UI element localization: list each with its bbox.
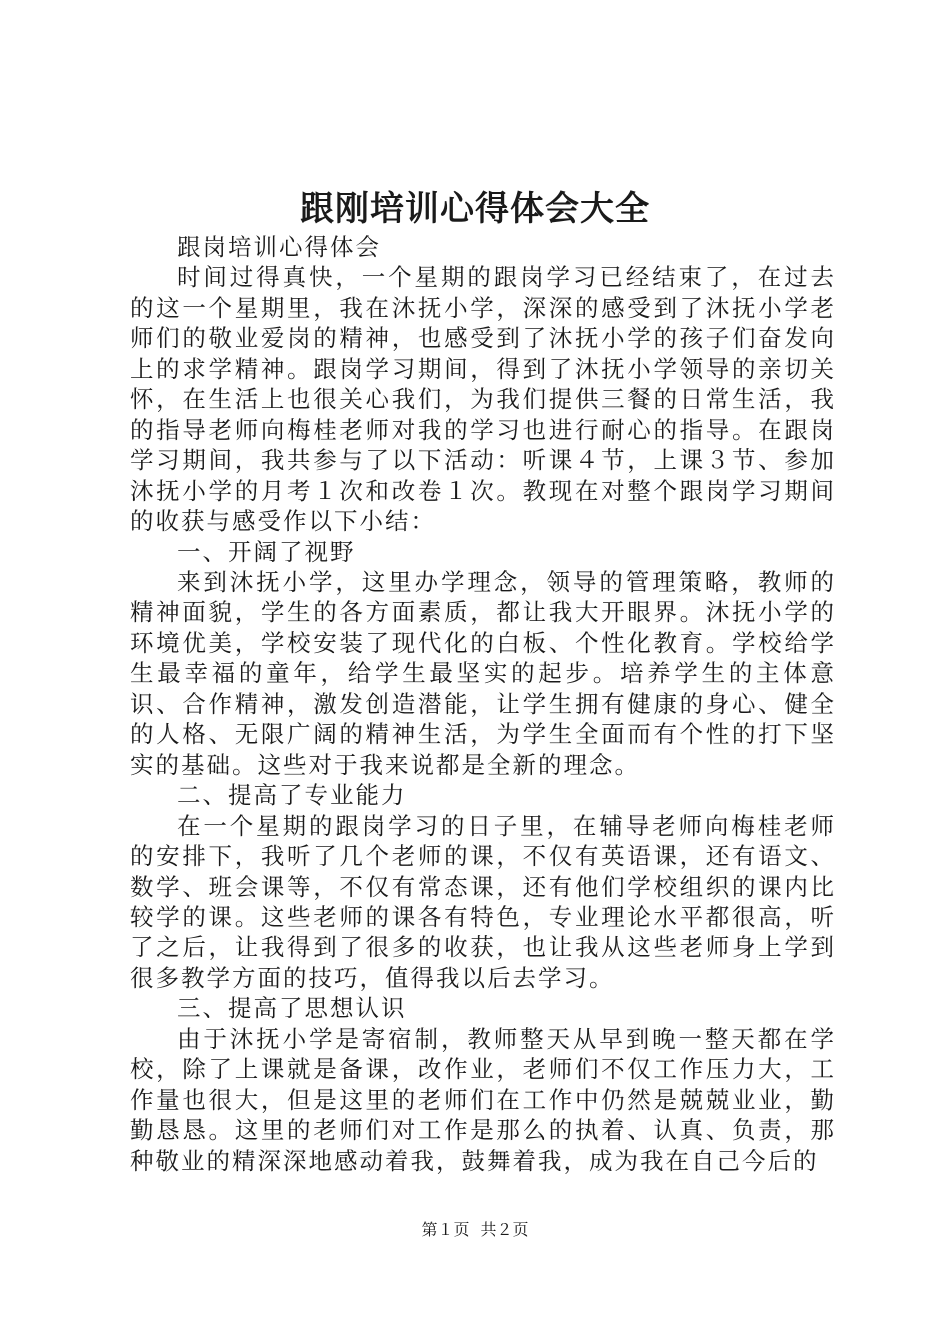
section-heading-3: 三、提高了思想认识 [177, 994, 407, 1023]
section-heading-1: 一、开阔了视野 [177, 537, 356, 566]
document-body [130, 232, 836, 1176]
page-footer [0, 1218, 950, 1242]
page-number-current: 第１页 [421, 1220, 470, 1239]
paragraph-subtitle: 跟岗培训心得体会 [177, 233, 381, 261]
document-title: 跟刚培训心得体会大全 [300, 189, 650, 229]
section-heading-2: 二、提高了专业能力 [177, 781, 407, 810]
paragraph-intro: 时间过得真快，一个星期的跟岗学习已经结束了，在过去的这一个星期里，我在沐抚小学，深深的感受到了沐抚小学老师们的敬业爱岗的精神，也感受到了沐抚小学的孩子们奋发向上的求学精神。跟岗学习期间，得到了沐抚小学领导的亲切关怀，在生活上也很关心我们，为我们提供三餐的日常生活，我的指导老师向梅桂老师对我的学习也进行耐心的指导。在跟岗学习期间，我共参与了以下活动：听课４节，上课３节、参加沐抚小学的月考１次和改卷１次。教现在对整个跟岗学习期间的收获与感受作以下小结： [130, 263, 836, 536]
paragraph-section-3: 由于沐抚小学是寄宿制，教师整天从早到晚一整天都在学校，除了上课就是备课，改作业，老师们不仅工作压力大，工作量也很大，但是这里的老师们在工作中仍然是兢兢业业，勤勤恳恳。这里的老师们对工作是那么的执着、认真、负责，那种敬业的精深深地感动着我，鼓舞着我，成为我在自己今后的 [130, 1024, 836, 1175]
paragraph-section-2: 在一个星期的跟岗学习的日子里，在辅导老师向梅桂老师的安排下，我听了几个老师的课，不仅有英语课，还有语文、数学、班会课等，不仅有常态课，还有他们学校组织的课内比较学的课。这些老师的课各有特色，专业理论水平都很高，听了之后，让我得到了很多的收获，也让我从这些老师身上学到很多教学方面的技巧，值得我以后去学习。 [130, 811, 836, 992]
page-number-total: 共２页 [480, 1220, 529, 1239]
paragraph-section-1: 来到沐抚小学，这里办学理念，领导的管理策略，教师的精神面貌，学生的各方面素质，都让我大开眼界。沐抚小学的环境优美，学校安装了现代化的白板、个性化教育。学校给学生最幸福的童年，给学生最坚实的起步。培养学生的主体意识、合作精神，激发创造潜能，让学生拥有健康的身心、健全的人格、无限广阔的精神生活，为学生全面而有个性的打下坚实的基础。这些对于我来说都是全新的理念。 [130, 567, 836, 779]
